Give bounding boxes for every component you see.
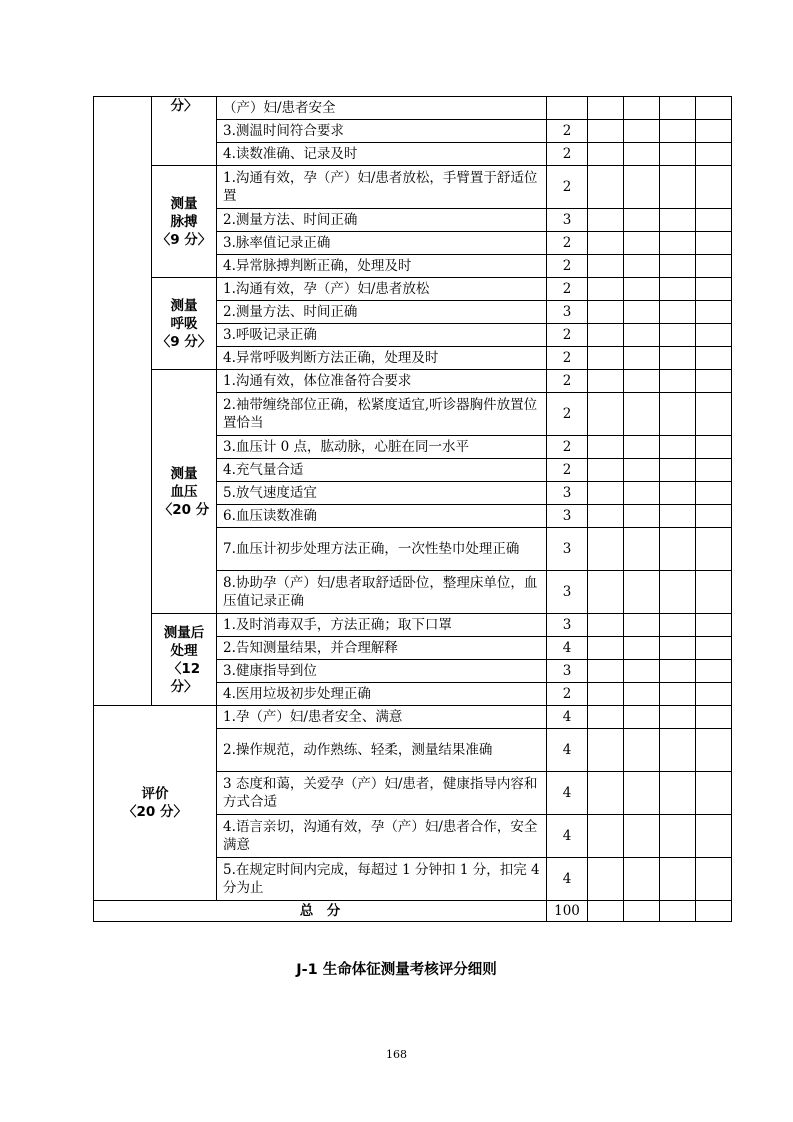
section-label-line: 〈9 分〉 xyxy=(156,333,212,350)
section-label-line: 处理 xyxy=(170,642,198,659)
blank-score-cell xyxy=(696,660,732,683)
blank-score-cell xyxy=(696,858,732,901)
section-label-line: 〈9 分〉 xyxy=(156,231,212,248)
blank-score-cell xyxy=(588,706,624,729)
criterion-score: 3 xyxy=(547,528,588,571)
blank-score-cell xyxy=(588,97,624,120)
section-label-line: 测量后 xyxy=(163,624,205,641)
blank-score-cell xyxy=(696,637,732,660)
total-row xyxy=(94,901,732,922)
blank-score-cell xyxy=(660,209,696,232)
blank-score-cell xyxy=(696,614,732,637)
blank-score-cell xyxy=(660,505,696,528)
blank-score-cell xyxy=(696,232,732,255)
blank-score-cell xyxy=(696,370,732,393)
blank-score-cell xyxy=(696,347,732,370)
criterion-score: 2 xyxy=(547,143,588,166)
section-label-line: 测量 xyxy=(170,195,198,212)
criterion-text: 5.在规定时间内完成，每超过 1 分钟扣 1 分，扣完 4 分为止 xyxy=(217,858,547,901)
section-label-bp xyxy=(152,370,217,614)
criterion-score: 3 xyxy=(547,482,588,505)
criterion-score: 4 xyxy=(547,815,588,858)
blank-score-cell xyxy=(588,347,624,370)
criterion-text: 3 态度和蔼，关爱孕（产）妇/患者，健康指导内容和方式合适 xyxy=(217,772,547,815)
blank-score-cell xyxy=(624,772,660,815)
criterion-score: 2 xyxy=(547,232,588,255)
category-cell xyxy=(94,97,152,706)
blank-score-cell xyxy=(588,255,624,278)
criterion-score: 2 xyxy=(547,347,588,370)
section-label-line: 血压 xyxy=(170,483,198,500)
blank-score-cell xyxy=(624,370,660,393)
criterion-score: 2 xyxy=(547,459,588,482)
blank-score-cell xyxy=(696,393,732,436)
criterion-score: 2 xyxy=(547,278,588,301)
criterion-text: 3.测温时间符合要求 xyxy=(217,120,547,143)
blank-score-cell xyxy=(624,901,660,922)
blank-score-cell xyxy=(588,120,624,143)
blank-score-cell xyxy=(660,528,696,571)
blank-score-cell xyxy=(624,660,660,683)
criterion-text: 2.测量方法、时间正确 xyxy=(217,209,547,232)
criterion-score xyxy=(547,97,588,120)
blank-score-cell xyxy=(696,143,732,166)
blank-score-cell xyxy=(624,614,660,637)
section-label-line: 〈20 分〉 xyxy=(123,804,187,820)
criterion-text: 3.健康指导到位 xyxy=(217,660,547,683)
blank-score-cell xyxy=(588,772,624,815)
section-label-line: 分〉 xyxy=(170,98,198,114)
section-label-eval xyxy=(94,706,217,901)
table-row xyxy=(94,278,732,301)
blank-score-cell xyxy=(624,232,660,255)
criterion-score: 3 xyxy=(547,614,588,637)
blank-score-cell xyxy=(660,393,696,436)
criterion-text: 2.袖带缠绕部位正确，松紧度适宜,听诊器胸件放置位置恰当 xyxy=(217,393,547,436)
blank-score-cell xyxy=(588,209,624,232)
criterion-score: 2 xyxy=(547,436,588,459)
blank-score-cell xyxy=(588,729,624,772)
section-label-pulse xyxy=(152,166,217,278)
criterion-text: 4.充气量合适 xyxy=(217,459,547,482)
criterion-score: 2 xyxy=(547,324,588,347)
blank-score-cell xyxy=(588,482,624,505)
blank-score-cell xyxy=(588,436,624,459)
blank-score-cell xyxy=(624,729,660,772)
criterion-text: 1.沟通有效，孕（产）妇/患者放松 xyxy=(217,278,547,301)
blank-score-cell xyxy=(660,143,696,166)
blank-score-cell xyxy=(696,901,732,922)
blank-score-cell xyxy=(588,614,624,637)
blank-score-cell xyxy=(624,120,660,143)
blank-score-cell xyxy=(660,347,696,370)
blank-score-cell xyxy=(660,815,696,858)
blank-score-cell xyxy=(588,528,624,571)
section-label-line: 脉搏 xyxy=(170,213,198,230)
blank-score-cell xyxy=(696,436,732,459)
section-label-line: 呼吸 xyxy=(170,315,198,332)
criterion-text: 4.异常呼吸判断方法正确，处理及时 xyxy=(217,347,547,370)
blank-score-cell xyxy=(660,436,696,459)
blank-score-cell xyxy=(696,505,732,528)
blank-score-cell xyxy=(660,370,696,393)
blank-score-cell xyxy=(696,772,732,815)
criterion-text: 3.脉率值记录正确 xyxy=(217,232,547,255)
blank-score-cell xyxy=(588,278,624,301)
criterion-text: 2.操作规范，动作熟练、轻柔，测量结果准确 xyxy=(217,729,547,772)
blank-score-cell xyxy=(660,637,696,660)
blank-score-cell xyxy=(696,571,732,614)
blank-score-cell xyxy=(624,209,660,232)
blank-score-cell xyxy=(588,393,624,436)
blank-score-cell xyxy=(696,683,732,706)
blank-score-cell xyxy=(624,255,660,278)
criterion-score: 3 xyxy=(547,301,588,324)
blank-score-cell xyxy=(660,901,696,922)
section-label-post xyxy=(152,614,217,706)
criterion-score: 2 xyxy=(547,370,588,393)
criterion-score: 4 xyxy=(547,772,588,815)
section-label-line: 评价 xyxy=(141,786,169,802)
blank-score-cell xyxy=(588,637,624,660)
blank-score-cell xyxy=(624,143,660,166)
blank-score-cell xyxy=(660,660,696,683)
blank-score-cell xyxy=(588,143,624,166)
blank-score-cell xyxy=(588,505,624,528)
blank-score-cell xyxy=(624,459,660,482)
criterion-text: 1.及时消毒双手，方法正确；取下口罩 xyxy=(217,614,547,637)
blank-score-cell xyxy=(624,301,660,324)
criterion-text: 3.呼吸记录正确 xyxy=(217,324,547,347)
criterion-score: 3 xyxy=(547,505,588,528)
criterion-score: 3 xyxy=(547,571,588,614)
criterion-text: 1.沟通有效，孕（产）妇/患者放松，手臂置于舒适位置 xyxy=(217,166,547,209)
table-row xyxy=(94,370,732,393)
criterion-score: 3 xyxy=(547,209,588,232)
blank-score-cell xyxy=(588,459,624,482)
criterion-text: 6.血压读数准确 xyxy=(217,505,547,528)
blank-score-cell xyxy=(660,683,696,706)
blank-score-cell xyxy=(660,255,696,278)
section-label-resp xyxy=(152,278,217,370)
blank-score-cell xyxy=(660,97,696,120)
blank-score-cell xyxy=(660,571,696,614)
blank-score-cell xyxy=(624,815,660,858)
blank-score-cell xyxy=(588,815,624,858)
criterion-text: 4.语言亲切，沟通有效，孕（产）妇/患者合作，安全满意 xyxy=(217,815,547,858)
blank-score-cell xyxy=(624,166,660,209)
blank-score-cell xyxy=(624,683,660,706)
blank-score-cell xyxy=(696,120,732,143)
blank-score-cell xyxy=(696,166,732,209)
blank-score-cell xyxy=(696,815,732,858)
blank-score-cell xyxy=(660,459,696,482)
blank-score-cell xyxy=(696,324,732,347)
blank-score-cell xyxy=(696,459,732,482)
section-label-temp xyxy=(152,97,217,166)
blank-score-cell xyxy=(588,324,624,347)
criterion-text: 3.血压计 0 点，肱动脉，心脏在同一水平 xyxy=(217,436,547,459)
blank-score-cell xyxy=(660,614,696,637)
blank-score-cell xyxy=(696,97,732,120)
criterion-text: 1.沟通有效，体位准备符合要求 xyxy=(217,370,547,393)
blank-score-cell xyxy=(624,482,660,505)
blank-score-cell xyxy=(588,901,624,922)
section-label-line: 测量 xyxy=(170,465,198,482)
criterion-score: 4 xyxy=(547,706,588,729)
criterion-score: 2 xyxy=(547,255,588,278)
blank-score-cell xyxy=(624,347,660,370)
criterion-score: 2 xyxy=(547,393,588,436)
criterion-text: （产）妇/患者安全 xyxy=(217,97,547,120)
blank-score-cell xyxy=(696,278,732,301)
criterion-text: 5.放气速度适宜 xyxy=(217,482,547,505)
criterion-score: 2 xyxy=(547,683,588,706)
blank-score-cell xyxy=(696,482,732,505)
criterion-text: 8.协助孕（产）妇/患者取舒适卧位，整理床单位，血压值记录正确 xyxy=(217,571,547,614)
blank-score-cell xyxy=(660,858,696,901)
blank-score-cell xyxy=(624,706,660,729)
page-number: 168 xyxy=(386,1048,407,1061)
criterion-text: 4.异常脉搏判断正确，处理及时 xyxy=(217,255,547,278)
criterion-score: 4 xyxy=(547,637,588,660)
section-label-line: 〈12 xyxy=(167,660,201,677)
criterion-text: 7.血压计初步处理方法正确，一次性垫巾处理正确 xyxy=(217,528,547,571)
blank-score-cell xyxy=(660,120,696,143)
total-label: 总 分 xyxy=(94,901,547,922)
criterion-score: 3 xyxy=(547,660,588,683)
blank-score-cell xyxy=(696,209,732,232)
blank-score-cell xyxy=(696,301,732,324)
blank-score-cell xyxy=(696,528,732,571)
blank-score-cell xyxy=(588,232,624,255)
blank-score-cell xyxy=(660,729,696,772)
criterion-score: 2 xyxy=(547,120,588,143)
table-row xyxy=(94,166,732,209)
blank-score-cell xyxy=(624,436,660,459)
blank-score-cell xyxy=(588,683,624,706)
blank-score-cell xyxy=(660,706,696,729)
criterion-text: 2.测量方法、时间正确 xyxy=(217,301,547,324)
table-row xyxy=(94,614,732,637)
blank-score-cell xyxy=(696,706,732,729)
blank-score-cell xyxy=(660,772,696,815)
blank-score-cell xyxy=(624,571,660,614)
criterion-score: 4 xyxy=(547,729,588,772)
blank-score-cell xyxy=(588,858,624,901)
criterion-score: 2 xyxy=(547,166,588,209)
blank-score-cell xyxy=(624,858,660,901)
total-score: 100 xyxy=(547,901,588,922)
scoring-table xyxy=(93,96,732,922)
blank-score-cell xyxy=(624,393,660,436)
criterion-text: 1.孕（产）妇/患者安全、满意 xyxy=(217,706,547,729)
blank-score-cell xyxy=(588,571,624,614)
table-row xyxy=(94,706,732,729)
blank-score-cell xyxy=(660,166,696,209)
blank-score-cell xyxy=(624,505,660,528)
blank-score-cell xyxy=(660,482,696,505)
table-row xyxy=(94,97,732,120)
criterion-score: 4 xyxy=(547,858,588,901)
blank-score-cell xyxy=(588,166,624,209)
blank-score-cell xyxy=(624,528,660,571)
blank-score-cell xyxy=(696,729,732,772)
blank-score-cell xyxy=(696,255,732,278)
blank-score-cell xyxy=(588,301,624,324)
blank-score-cell xyxy=(624,637,660,660)
blank-score-cell xyxy=(588,660,624,683)
blank-score-cell xyxy=(660,232,696,255)
blank-score-cell xyxy=(624,278,660,301)
blank-score-cell xyxy=(660,324,696,347)
criterion-text: 4.读数准确、记录及时 xyxy=(217,143,547,166)
blank-score-cell xyxy=(660,278,696,301)
section-label-line: 测量 xyxy=(170,297,198,314)
blank-score-cell xyxy=(588,370,624,393)
blank-score-cell xyxy=(624,324,660,347)
section-label-line: 〈20 分 xyxy=(158,501,210,518)
blank-score-cell xyxy=(660,301,696,324)
section-label-line: 分〉 xyxy=(170,678,198,695)
criterion-text: 4.医用垃圾初步处理正确 xyxy=(217,683,547,706)
table-caption: J-1 生命体征测量考核评分细则 xyxy=(296,962,497,978)
blank-score-cell xyxy=(624,97,660,120)
criterion-text: 2.告知测量结果，并合理解释 xyxy=(217,637,547,660)
